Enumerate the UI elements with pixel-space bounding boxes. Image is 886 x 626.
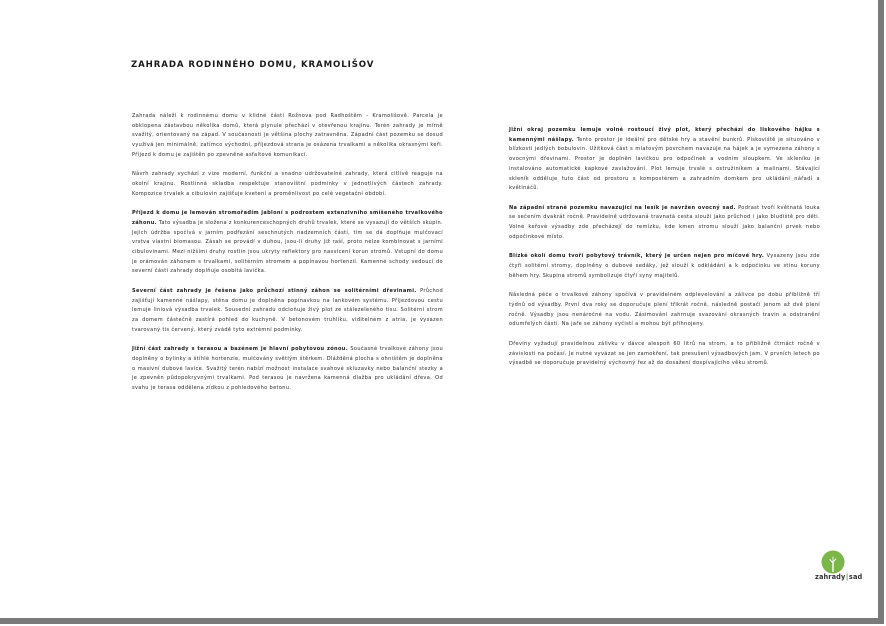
paragraph-body: Zahrada náleží k rodinnému domu v klidné části Rožnova pod Radhoštěm - Kramolišově. Parcela je obklopena zástavbou několika domů, která plynule přechází v otevřenou krajinu. Terén zahrady je mírně svažitý, orientovaný na západ. V současnosti je většina plochy zatravněna. Západní část pozemku se dosud využívá jen minimálně, zatímco východní, příjezdová strana je osázena trvalkami a několika okrasnými keři. Příjezd k domu je zajištěn po zpevněné asfaltové komunikaci.	[132, 113, 443, 158]
paragraph-lead: Na západní straně pozemku navazující na lesík je navržen ovocný sad.	[509, 204, 736, 211]
paragraph	[509, 204, 820, 243]
tree-icon	[821, 550, 845, 574]
paragraph-body: Následná péče o trvalkové záhony spočívá v pravidelném odplevelování a zálivce po dobu přibližně tří týdnů od výsadby. První dva roky se doporučuje plení třikrát ročně, následně postačí jenom až dvě plení ročně. Výsadby jsou nenáročné na vodu. Zásimování zahrnuje svazování okrasných travin a odstranění odumřelých částí. Na jaře se záhony vyčistí a mohou být přihnojeny.	[509, 292, 820, 328]
paragraph-body: Tento prostor je ideální pro dětské hry a stavění bunkrů. Pískoviště je situováno v blízkosti jedlých bobulovin. Užitková část s mlatovým povrchem navazuje na hájek a je vymezena záhony s ovocnými dřevinami. Prostor je doplněn lavičkou pro odpočinek a vodním sloupkem. Ve skleníku je instalováno automatické kapkové zavlažování. Plot lemuje trvalé s ostružiníkem a malinami. Stávající skleník odděluje tuto část od prostoru s kompostérem a zahradním domkem pro ukládání nářadí a květináčů.	[509, 136, 820, 192]
right-column	[509, 126, 820, 379]
left-column	[132, 112, 443, 404]
paragraph-body: Podrast tvoří květnatá louka se sečením dvakrát ročně. Pravidelně udržovaná travnatá cesta slouží jako průchod i jako bludiště pro děti. Volné keřové výsadby zde přecházejí do remízku, kde kmen stromu slouží jako balanční prvek nebo odpočinkové místo.	[509, 204, 820, 240]
paragraph	[509, 126, 820, 194]
brand-logo	[815, 550, 863, 586]
paragraph-lead: Jižní část zahrady s terasou a bazénem je hlavní pobytovou zónou.	[132, 346, 348, 353]
paragraph	[509, 340, 820, 369]
paragraph-body: Tato výsadba je složena z konkurenceschopných druhů trvalek, které se vysazují do větších skupin. Jejich údržba spočívá v jarním podřezání seschnutých nadzemních částí, tím se dá doplňuje mulčovací vrstva vlastní biomasou. Zásah se provádí v duhou, jsou-li druhy již raší, proto nelze kombinovat s jarními cibulovinami. Mezi nižšími druhy rostlin jsou ukryty reflektory pro nasvícení korun stromů. Vstupní do domu je orámován záhonem s trvalkami, solitérním stromem a popínavou hortenzií. Kamenné schody vedoucí do severní části zahrady doplňuje osobitá lavička.	[132, 219, 443, 275]
logo-separator: |	[845, 573, 849, 581]
paragraph-lead: Příjezd k domu je lemován stromořadím jabloní s podrostem extenzivního smíšeného trvalkového záhonu.	[132, 210, 443, 226]
paragraph	[132, 345, 443, 394]
logo-word-zahrady: zahrady	[815, 573, 846, 581]
paragraph	[132, 170, 443, 199]
paragraph	[132, 112, 443, 161]
paragraph	[132, 209, 443, 277]
paragraph-lead: Jižní okraj pozemku lemuje volně rostoucí živý plot, který přechází do liskového hájku s kamennými nášlapy.	[509, 127, 820, 143]
paragraph-body: Dřeviny vyžadují pravidelnou zálivku v dávce alespoň 60 litrů na strom, a to přibližně čtrnáct ročně v závislosti na počasí. Je nutné vyvázat se jen zamokření, tak presušení výsadbových jam. V prvních letech po výsadbě se doporučuje pravidelný výchovný řez až do dosažení dospívajícího věku stromů.	[509, 340, 820, 367]
page-title: ZAHRADA RODINNÉHO DOMU, KRAMOLIŠOV	[131, 60, 375, 70]
paragraph	[509, 252, 820, 281]
logo-word-sad: sad	[848, 573, 863, 581]
paragraph-body: Návrh zahrady vychází z vize moderní, funkční a snadno udržovatelné zahrady, která citlivě reaguje na okolní krajinu. Rostlinná skladba respektuje stanovištní podmínky v jednotlivých částech zahrady. Kompozice trvalek a cibulovin zajišťuje kvetení a proměnlivost po celé vegetační období.	[132, 171, 443, 197]
paragraph	[132, 287, 443, 336]
logo-wordmark	[815, 573, 862, 581]
paragraph-body: Současné trvalkové záhony jsou doplněny o bylinky a štíhlé hortenzie, mulčovány světlým štěrkem. Dlážděná plocha s ohništěm je doplněna o masivní dubové lavice. Svažitý terén nabízí možnost instalace svahové skluzavky nebo balanční stezky a je zpevněn půdopokryvnými trvalkami. Pod terasou je navržena kamenná dlažba pro ukládání dřeva. Od svahu je terasa oddělena zídkou z pohledového betonu.	[132, 346, 443, 392]
paragraph-lead: Severní část zahrady je řešena jako průchozí stinný záhon se solitérními dřevinami.	[132, 287, 417, 294]
paragraph-body: Průchod zajišťují kamenné nášlapy, stěna domu je doplněna popínavkou na lankovém systému. Přijezdovou cestu lemuje liniová výsadba trvalek. Sousední zahradu odcloňuje živý plot ze stálezeleného tisu. Solitérní strom za domem částečně zastírá pohled do kuchyně. V betonovém truhlíku, viditelném z atria, je vysazen tvarovaný tis červený, který zvádě tyto extrémní podmínky.	[132, 287, 444, 333]
paragraph	[509, 291, 820, 330]
paragraph-body: Vysazeny jsou zde čtyři solitérní stromy, doplněny o dubové sedáky, jež slouží k odkládání a k odpočinku ve stínu koruny během hry. Skupina stromů symbolizuje čtyři syny majitelů.	[509, 253, 820, 279]
paragraph-lead: Blízké okolí domu tvoří pobytový trávník, který je určen nejen pro míčové hry.	[509, 253, 765, 260]
